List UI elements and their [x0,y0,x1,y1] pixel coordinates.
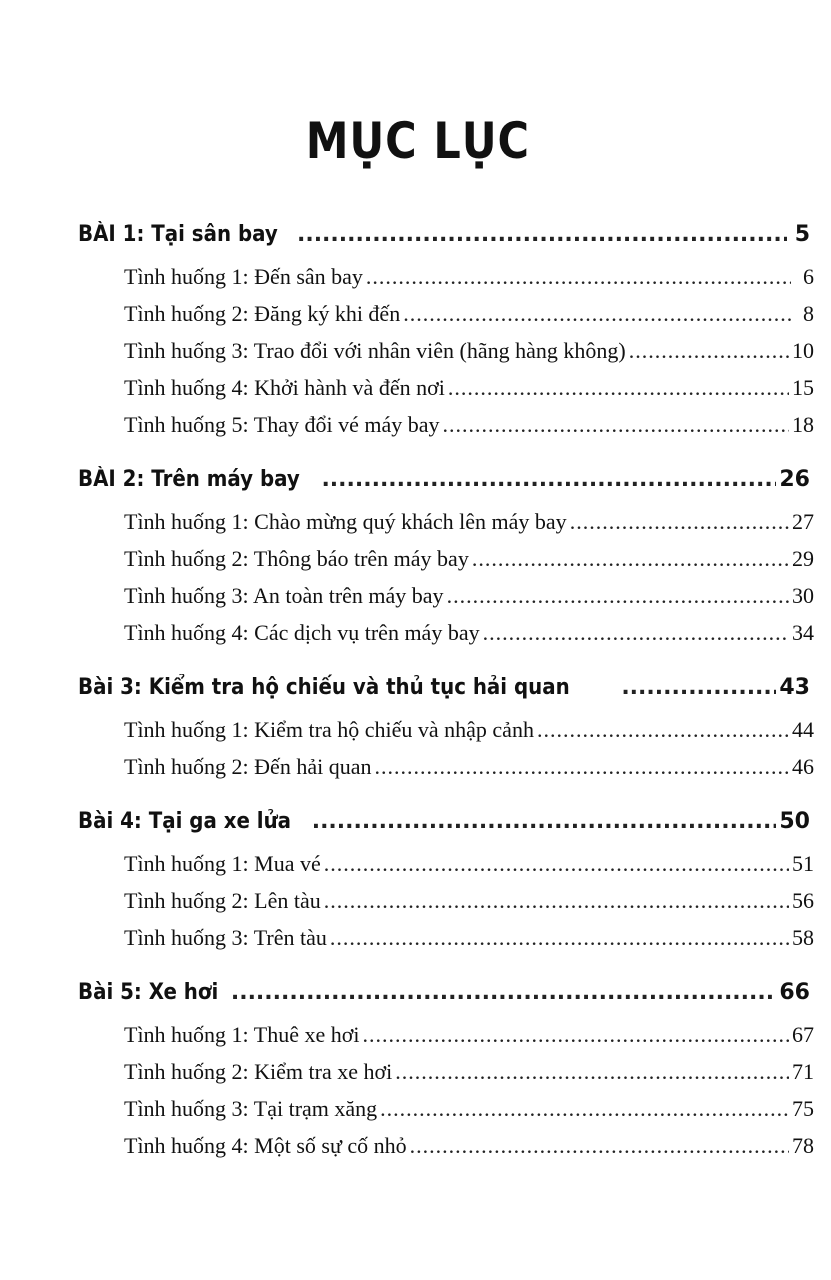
dot-leader [537,717,789,743]
toc-entry[interactable] [124,1133,814,1170]
dot-leader [231,980,777,1005]
entry-title: Tình huống 1: Chào mừng quý khách lên máy bay [124,509,567,534]
toc-entry[interactable] [124,888,814,925]
toc-entry[interactable] [124,620,814,657]
entry-title: Tình huống 1: Đến sân bay [124,264,363,289]
page-number: 66 [779,980,810,1005]
lesson-heading[interactable] [78,675,810,717]
toc-entry[interactable] [124,717,814,754]
entry-title: Tình huống 2: Thông báo trên máy bay [124,546,469,571]
page-number: 18 [792,412,814,437]
dot-leader [330,925,789,951]
toc-entry[interactable] [124,509,814,546]
dot-leader [324,851,789,877]
entry-title: Tình huống 4: Khởi hành và đến nơi [124,375,445,400]
lesson-heading[interactable] [78,809,810,851]
dot-leader [410,1133,789,1159]
dot-leader [403,301,791,327]
lesson-3 [0,675,831,791]
entry-title: Tình huống 1: Kiểm tra hộ chiếu và nhập cảnh [124,717,534,742]
page-number: 27 [792,509,814,534]
entry-title: Tình huống 3: Tại trạm xăng [124,1096,378,1121]
dot-leader [362,1022,789,1048]
page-number: 29 [792,546,814,571]
page-number: 43 [779,675,810,700]
dot-leader [570,509,789,535]
page-number: 6 [803,264,814,289]
entry-title: Tình huống 1: Mua vé [124,851,321,876]
dot-leader [380,1096,789,1122]
toc-entry[interactable] [124,412,814,449]
entry-title: Tình huống 2: Lên tàu [124,888,321,913]
entry-title: Tình huống 1: Thuê xe hơi [124,1022,360,1047]
toc-entry[interactable] [124,1059,814,1096]
lesson-heading[interactable] [78,222,810,264]
page-number: 34 [792,620,814,645]
toc-entry[interactable] [124,338,814,375]
dot-leader [312,809,777,834]
toc-entry[interactable] [124,583,814,620]
lesson-5 [0,980,831,1170]
toc-entry[interactable] [124,1096,814,1133]
page-number: 56 [792,888,814,913]
page-number: 15 [792,375,814,400]
toc-entry[interactable] [124,375,814,412]
lesson-2 [0,467,831,657]
page-number: 30 [792,583,814,608]
lesson-title: Bài 4: Tại ga xe lửa [78,809,292,834]
lesson-title: Bài 5: Xe hơi [78,980,219,1005]
entry-title: Tình huống 4: Một số sự cố nhỏ [124,1133,407,1158]
dot-leader [621,675,776,700]
page-number: 67 [792,1022,814,1047]
page-number: 71 [792,1059,814,1084]
entry-title: Tình huống 2: Kiểm tra xe hơi [124,1059,393,1084]
dot-leader [629,338,789,364]
page-number: 75 [792,1096,814,1121]
entry-title: Tình huống 4: Các dịch vụ trên máy bay [124,620,480,645]
page-number: 26 [779,467,810,492]
dot-leader [321,467,776,492]
dot-leader [374,754,789,780]
dot-leader [448,375,789,401]
dot-leader [472,546,789,572]
page-number: 78 [792,1133,814,1158]
dot-leader [324,888,789,914]
toc-entry[interactable] [124,754,814,791]
dot-leader [366,264,791,290]
lesson-heading[interactable] [78,467,810,509]
entry-title: Tình huống 3: Trên tàu [124,925,327,950]
page-number: 10 [792,338,814,363]
toc-entry[interactable] [124,264,814,301]
toc-entry[interactable] [124,851,814,888]
entry-title: Tình huống 2: Đăng ký khi đến [124,301,401,326]
entry-title: Tình huống 2: Đến hải quan [124,754,372,779]
page-number: 5 [794,222,810,247]
page-number: 44 [792,717,814,742]
toc-entry[interactable] [124,925,814,962]
lesson-4 [0,809,831,962]
page-number: 58 [792,925,814,950]
page-title: MỤC LỤC [305,112,530,170]
table-of-contents [0,222,831,1188]
toc-entry[interactable] [124,301,814,338]
dot-leader [297,222,787,247]
lesson-title: Bài 3: Kiểm tra hộ chiếu và thủ tục hải quan [78,675,570,700]
dot-leader [443,412,790,438]
entry-title: Tình huống 3: An toàn trên máy bay [124,583,444,608]
page-number: 8 [803,301,814,326]
lesson-title: BÀI 2: Trên máy bay [78,467,300,492]
dot-leader [395,1059,789,1085]
entry-title: Tình huống 3: Trao đổi với nhân viên (hãng hàng không) [124,338,626,363]
toc-entry[interactable] [124,1022,814,1059]
page-number: 50 [779,809,810,834]
toc-entry[interactable] [124,546,814,583]
entry-title: Tình huống 5: Thay đổi vé máy bay [124,412,440,437]
lesson-title: BÀI 1: Tại sân bay [78,222,278,247]
lesson-1 [0,222,831,449]
page-number: 51 [792,851,814,876]
dot-leader [483,620,789,646]
page-number: 46 [792,754,814,779]
lesson-heading[interactable] [78,980,810,1022]
dot-leader [447,583,789,609]
